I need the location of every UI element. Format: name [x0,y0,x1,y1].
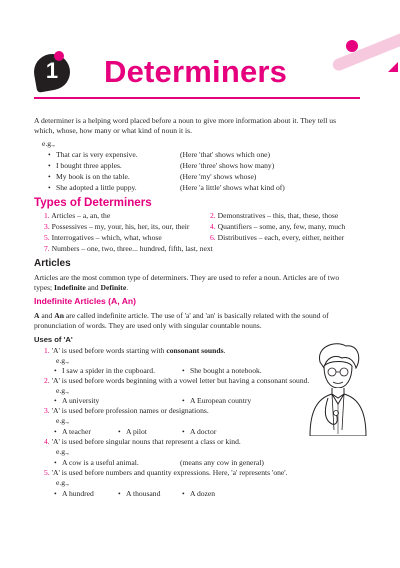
rule-5-eg: e.g., [56,478,69,487]
intro-note-2: (Here 'three' shows how many) [180,161,275,170]
rule-5-example-3: • A dozen [190,489,215,499]
type-item-7: 7. Numbers – one, two, three... hundred, fifth, last, next [44,244,213,253]
rule-3: 3. 'A' is used before profession names or designations. [44,406,209,415]
rule-2-example-2: • A European country [190,396,251,406]
uses-a-heading: Uses of 'A' [34,335,73,344]
articles-line-2: types; Indefinite and Definite. [34,283,129,292]
intro-eg: e.g., [42,139,55,148]
rule-5-example-1: • A hundred [62,489,94,499]
rule-2: 2. 'A' is used before words beginning with a vowel letter but having a consonant sound. [44,376,310,385]
rule-5-example-2: • A thousand [126,489,160,499]
doctor-illustration [302,340,372,436]
rule-2-example-1: • A university [62,396,99,406]
chapter-title: Determiners [104,54,288,89]
intro-line-1: A determiner is a helping word placed before a noun to give more information about it. They tell us [34,116,337,125]
rule-4: 4. 'A' is used before singular nouns that represent a class or kind. [44,437,241,446]
title-rule [34,97,360,99]
intro-example-3: • My book is on the table. [56,172,130,182]
indefinite-heading: Indefinite Articles (A, An) [34,296,137,306]
type-item-2: 2. Demonstratives – this, that, these, those [210,211,339,220]
indefinite-line-1: A and An are called indefinite article. The use of 'a' and 'an' is basically related with the sound of [34,311,329,320]
intro-note-1: (Here 'that' shows which one) [180,150,271,159]
type-item-1: 1. Articles – a, an, the [44,211,111,220]
rule-1-example-2: • She bought a notebook. [190,366,262,376]
rule-3-eg: e.g., [56,416,69,425]
decorative-triangle [388,62,398,72]
type-item-4: 4. Quantifiers – some, any, few, many, much [210,222,346,231]
rule-4-example-1: • A cow is a useful animal. [62,458,139,468]
rule-5: 5. 'A' is used before numbers and quantity expressions. Here, 'a' represents 'one'. [44,468,288,477]
intro-note-4: (Here 'a little' shows what kind of) [180,183,285,192]
intro-example-4: • She adopted a little puppy. [56,183,137,193]
type-item-5: 5. Interrogatives – which, what, whose [44,233,162,242]
decorative-dot [346,40,358,52]
type-item-6: 6. Distributives – each, every, either, neither [210,233,345,242]
intro-note-3: (Here 'my' shows whose) [180,172,257,181]
articles-heading: Articles [34,258,71,269]
rule-4-example-note: (means any cow in general) [180,458,264,467]
articles-line-1: Articles are the most common type of determiners. They are used to refer a noun. Articles are of two [34,273,340,282]
intro-example-1: • That car is very expensive. [56,150,138,160]
rule-2-eg: e.g., [56,386,69,395]
types-heading: Types of Determiners [34,196,152,209]
chapter-badge [34,54,70,90]
rule-3-example-3: • A doctor [190,427,216,437]
intro-example-2: • I bought three apples. [56,161,122,171]
rule-4-eg: e.g., [56,447,69,456]
rule-3-example-1: • A teacher [62,427,91,437]
intro-line-2: which, whose, how many or what kind of noun it is. [34,126,192,135]
rule-1: 1. 'A' is used before words starting with consonant sounds. [44,346,226,355]
indefinite-line-2: pronunciation of words. They are used only with singular countable nouns. [34,321,262,330]
chapter-number: 1 [45,58,59,83]
rule-1-example-1: • I saw a spider in the cupboard. [62,366,155,376]
type-item-3: 3. Possessives – my, your, his, her, its, our, their [44,222,190,231]
rule-3-example-2: • A pilot [126,427,147,437]
rule-1-eg: e.g., [56,356,69,365]
